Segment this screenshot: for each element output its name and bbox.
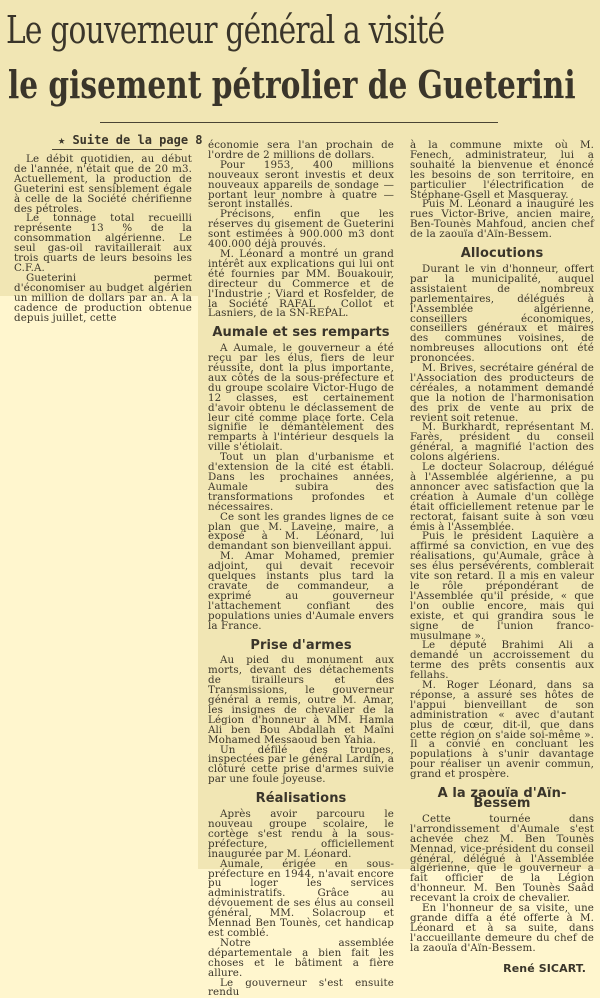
section-heading: Prise d'armes — [208, 641, 394, 651]
paragraph: Le débit quotidien, au début de l'année, n'était que de 20 m3. Actuellement, la production de Gueterini est sensiblement égale à celle de la Société chérifienne des pétroles. — [14, 155, 192, 214]
headline-divider — [100, 122, 498, 123]
paragraph: Un défilé des troupes, inspectées par le général Lardin, a clôturé cette prise d'armes suivie par une foule joyeuse. — [208, 746, 394, 786]
headline-line-1: Le gouverneur général a visité — [6, 8, 444, 52]
section-heading: Allocutions — [410, 249, 594, 259]
blank-margin — [0, 296, 198, 869]
paragraph: Tout un plan d'urbanisme et d'extension de la cité est établi. Dans les prochaines années, Aumale subira des transformations profondes et nécessaires. — [208, 453, 394, 512]
paragraph: Le tonnage total recueilli représente 13 % de la consommation algérienne. Le seul gas-oil ravitaillerait aux trois quarts de leurs besoins les C.F.A. — [14, 214, 192, 273]
column-3 — [410, 141, 594, 974]
section-heading: A la zaouïa d'Aïn-Bessem — [410, 789, 594, 809]
paragraph: Le docteur Solacroup, délégué à l'Assemblée algérienne, a pu annoncer avec satisfaction que la création à Aumale d'un collège était officiellement retenue par le rectorat, faisant suite à son vœu émis à l'Assemblée. — [410, 463, 594, 532]
column-2 — [208, 141, 394, 998]
paragraph: Durant le vin d'honneur, offert par la municipalité, auquel assistaient de nombreux parlementaires, délégués à l'Assemblée algérienne, conseillers économiques, conseillers généraux et maires des communes voisines, de nombreuses allocutions ont été prononcées. — [410, 265, 594, 364]
section-heading: Aumale et ses remparts — [208, 328, 394, 338]
paragraph: A Aumale, le gouverneur a été reçu par les élus, fiers de leur réussite, dont la plus importante, aux côtés de la sous-préfecture et du groupe scolaire Victor-Hugo de 12 classes, est certainement d'avoir obtenu le déclassement de leur cité comme place forte. Cela signifie le démantèlement des remparts à l'intérieur desquels la ville s'étiolait. — [208, 344, 394, 453]
author-signature: René SICART. — [410, 964, 594, 974]
paragraph: M. Brives, secrétaire général de l'Association des producteurs de céréales, a notamment demandé que la notion de l'harmonisation des prix de vente au prix de revient soit retenue. — [410, 364, 594, 423]
paragraph: M. Amar Mohamed, premier adjoint, qui devait recevoir quelques instants plus tard la cravate de commandeur, a exprimé au gouverneur l'attachement confiant des populations unies d'Aumale envers la France. — [208, 552, 394, 631]
continuation-label: ★ Suite de la page 8 — [58, 133, 203, 147]
paragraph: Puis M. Léonard a inauguré les rues Victor-Brive, ancien maire, Ben-Tounès Mahfoud, ancien chef de la zaouïa d'Aïn-Bessem. — [410, 200, 594, 240]
paragraph: Au pied du monument aux morts, devant des détachements de tirailleurs et des Transmissions, le gouverneur général a remis, outre M. Amar, les insignes de chevalier de la Légion d'honneur à MM. Hamla Ali ben Bou Abdallah et Maïni Mohamed Messaoud ben Yahia. — [208, 656, 394, 745]
paragraph: Gueterini permet d'économiser au budget algérien un million de dollars par an. A la cadence de production obtenue depuis juillet, cette — [14, 274, 192, 324]
paragraph: Le député Brahimi Ali a demandé un accroissement du terme des prêts consentis aux fellahs. — [410, 641, 594, 681]
continuation-divider — [52, 149, 182, 150]
paragraph: M. Léonard a montré un grand intérêt aux explications qui lui ont été fournies par MM. Bouakouir, directeur du Commerce et de l'Industrie ; Viard et Rosfelder, de la Société RAFAL , Collot et Lasniers, de la SN-REPAL. — [208, 250, 394, 319]
paragraph: Notre assemblée départementale a bien fait les choses et le bâtiment a fière allure. — [208, 939, 394, 979]
paragraph: Aumale, érigée en sous-préfecture en 1944, n'avait encore pu loger les services administratifs. Grâce au dévouement de ses élus au conseil général, MM. Solacroup et Mennad Ben Tounès, cet handicap est comblé. — [208, 860, 394, 939]
paragraph: Pour 1953, 400 millions nouveaux seront investis et deux nouveaux appareils de sondage — portant leur nombre à quatre — seront installés. — [208, 161, 394, 211]
paragraph: à la commune mixte où M. Fenech, administrateur, lui a souhaité la bienvenue et énoncé les besoins de son territoire, en particulier l'électrification de Stéphane-Gsell et Masqueray. — [410, 141, 594, 200]
paragraph: En l'honneur de sa visite, une grande diffa a été offerte à M. Léonard et à sa suite, dans l'accueillante demeure du chef de la zaouïa d'Aïn-Bessem. — [410, 904, 594, 954]
paragraph: économie sera l'an prochain de l'ordre de 2 millions de dollars. — [208, 141, 394, 161]
paragraph: M. Roger Léonard, dans sa réponse, a assuré ses hôtes de l'appui bienveillant de son administration « avec d'autant plus de cœur, dit-il, que dans cette région on s'aide soi-même ». Il a convié en concluant les populations à s'unir davantage pour réaliser un avenir commun, grand et prospère. — [410, 681, 594, 780]
paragraph: Ce sont les grandes lignes de ce plan que M. Laveine, maire, a exposé à M. Léonard, lui demandant son bienveillant appui. — [208, 513, 394, 553]
paragraph: Précisons, enfin que les réserves du gisement de Gueterini sont estimées à 900.000 m3 dont 400.000 déjà prouvés. — [208, 210, 394, 250]
paragraph: Puis le président Laquière a affirmé sa conviction, en vue des réalisations, qu'Aumale, grâce à ses élus persévérents, comblerait vite son retard. Il a mis en valeur le rôle prépondérant de l'Assemblée qu'il préside, « que l'on oublie encore, mais qui existe, et qui grandira sous le signe de l'union franco-musulmane ». — [410, 532, 594, 641]
paragraph: Le gouverneur s'est ensuite rendu — [208, 979, 394, 998]
paragraph: Cette tournée dans l'arrondissement d'Aumale s'est achevée chez M. Ben Tounès Mennad, vice-président du conseil général, délégué à l'Assemblée algérienne, que le gouverneur a fait officier de la Légion d'honneur. M. Ben Tounès Saâd recevant la croix de chevalier. — [410, 815, 594, 904]
paragraph: M. Burkhardt, représentant M. Farès, président du conseil général, a magnifié l'action des colons algériens. — [410, 423, 594, 463]
column-1 — [14, 155, 192, 323]
headline-line-2: le gisement pétrolier de Gueterini — [8, 62, 576, 107]
section-heading: Réalisations — [208, 794, 394, 804]
paragraph: Après avoir parcouru le nouveau groupe scolaire, le cortège s'est rendu à la sous-préfecture, officiellement inaugurée par M. Léonard. — [208, 810, 394, 860]
